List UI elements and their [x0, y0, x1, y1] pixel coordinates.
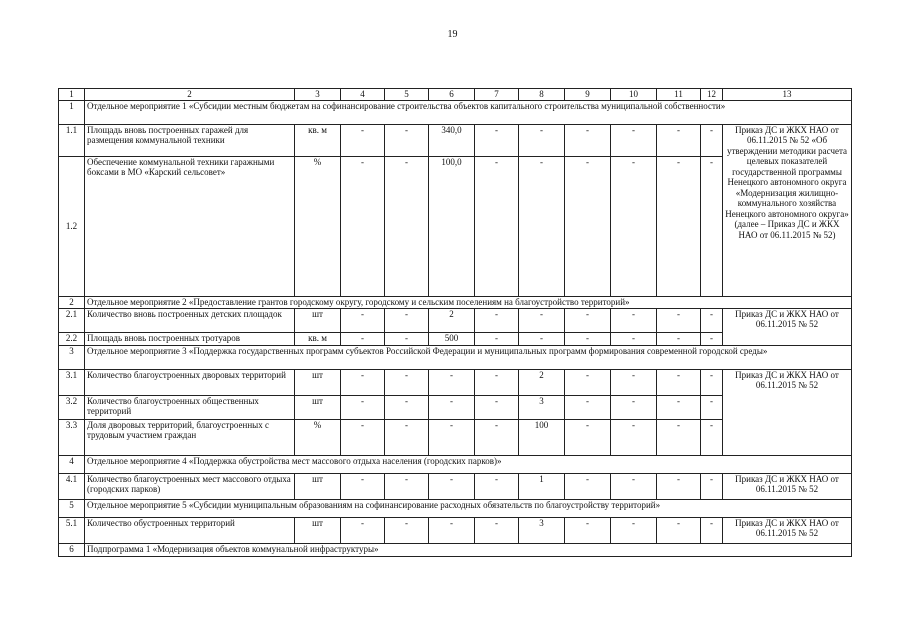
- header-cell: 12: [701, 89, 723, 101]
- value-cell: -: [519, 124, 565, 156]
- value-cell: -: [519, 308, 565, 332]
- value-cell: -: [565, 369, 611, 395]
- row-number: 1.2: [59, 156, 85, 296]
- value-cell: -: [385, 395, 429, 419]
- row-number: 2.2: [59, 332, 85, 345]
- value-cell: -: [475, 473, 519, 499]
- value-cell: -: [701, 308, 723, 332]
- value-cell: -: [475, 517, 519, 543]
- value-cell: -: [611, 419, 657, 455]
- row-number: 2: [59, 296, 85, 308]
- header-cell: 5: [385, 89, 429, 101]
- value-cell: -: [429, 369, 475, 395]
- row-number: 4: [59, 455, 85, 473]
- value-cell: -: [385, 124, 429, 156]
- value-cell: 2: [519, 369, 565, 395]
- value-cell: 500: [429, 332, 475, 345]
- value-cell: -: [657, 395, 701, 419]
- value-cell: -: [475, 369, 519, 395]
- row-number: 5: [59, 499, 85, 517]
- section-title: Отдельное мероприятие 1 «Субсидии местным бюджетам на софинансирование строительства объектов капитального строительства муниципальной собственности»: [85, 100, 852, 124]
- value-cell: -: [385, 473, 429, 499]
- header-cell: 11: [657, 89, 701, 101]
- value-cell: -: [385, 332, 429, 345]
- table-row: [59, 369, 852, 395]
- section-row: [59, 543, 852, 556]
- header-cell: 4: [341, 89, 385, 101]
- value-cell: -: [565, 156, 611, 296]
- value-cell: -: [341, 419, 385, 455]
- value-cell: -: [701, 419, 723, 455]
- unit-cell: кв. м: [295, 332, 341, 345]
- row-number: 3.2: [59, 395, 85, 419]
- page-number: 19: [447, 29, 458, 40]
- value-cell: -: [701, 332, 723, 345]
- unit-cell: шт: [295, 473, 341, 499]
- indicator-name: Количество вновь построенных детских площадок: [85, 308, 295, 332]
- value-cell: -: [657, 124, 701, 156]
- row-number: 2.1: [59, 308, 85, 332]
- indicator-name: Обеспечение коммунальной техники гаражными боксами в МО «Карский сельсовет»: [85, 156, 295, 296]
- unit-cell: %: [295, 156, 341, 296]
- value-cell: -: [565, 473, 611, 499]
- row-number: 3.3: [59, 419, 85, 455]
- value-cell: -: [565, 517, 611, 543]
- section-title: Отдельное мероприятие 5 «Субсидии муниципальным образованиям на софинансирование расходных обязательств по благоустройству территорий»: [85, 499, 852, 517]
- header-cell: 13: [723, 89, 852, 101]
- section-title: Подпрограмма 1 «Модернизация объектов коммунальной инфраструктуры»: [85, 543, 852, 556]
- value-cell: -: [341, 517, 385, 543]
- indicator-name: Количество обустроенных территорий: [85, 517, 295, 543]
- section-title: Отдельное мероприятие 2 «Предоставление грантов городскому округу, городскому и сельским поселениям на благоустройство территорий»: [85, 296, 852, 308]
- section-title: Отдельное мероприятие 4 «Поддержка обустройства мест массового отдыха населения (городских парков)»: [85, 455, 852, 473]
- value-cell: -: [701, 395, 723, 419]
- value-cell: -: [565, 308, 611, 332]
- value-cell: -: [385, 156, 429, 296]
- row-number: 6: [59, 543, 85, 556]
- value-cell: -: [657, 332, 701, 345]
- value-cell: -: [385, 308, 429, 332]
- value-cell: -: [657, 308, 701, 332]
- value-cell: -: [341, 308, 385, 332]
- value-cell: -: [385, 369, 429, 395]
- reference-cell: Приказ ДС и ЖКХ НАО от 06.11.2015 № 52: [723, 369, 852, 455]
- unit-cell: шт: [295, 517, 341, 543]
- header-cell: 2: [85, 89, 295, 101]
- value-cell: -: [657, 419, 701, 455]
- value-cell: -: [565, 332, 611, 345]
- value-cell: -: [429, 473, 475, 499]
- value-cell: 100,0: [429, 156, 475, 296]
- value-cell: -: [475, 156, 519, 296]
- value-cell: -: [341, 395, 385, 419]
- table-row: [59, 517, 852, 543]
- value-cell: -: [429, 419, 475, 455]
- unit-cell: шт: [295, 308, 341, 332]
- indicators-table: [58, 88, 852, 557]
- unit-cell: шт: [295, 369, 341, 395]
- reference-cell: Приказ ДС и ЖКХ НАО от 06.11.2015 № 52 «Об утверждении методики расчета целевых показателей государственной программы Ненецкого автономного округа «Модернизация жилищно-коммунального хозяйства Ненецкого автономного округа» (далее – Приказ ДС и ЖКХ НАО от 06.11.2015 № 52): [723, 124, 852, 296]
- value-cell: -: [657, 517, 701, 543]
- unit-cell: шт: [295, 395, 341, 419]
- value-cell: -: [341, 473, 385, 499]
- header-cell: 3: [295, 89, 341, 101]
- value-cell: 1: [519, 473, 565, 499]
- header-cell: 7: [475, 89, 519, 101]
- indicator-name: Площадь вновь построенных гаражей для размещения коммунальной техники: [85, 124, 295, 156]
- section-row: [59, 499, 852, 517]
- value-cell: -: [565, 419, 611, 455]
- value-cell: -: [701, 517, 723, 543]
- table-row: [59, 308, 852, 332]
- value-cell: -: [475, 395, 519, 419]
- section-row: [59, 455, 852, 473]
- header-cell: 9: [565, 89, 611, 101]
- value-cell: 340,0: [429, 124, 475, 156]
- value-cell: -: [657, 156, 701, 296]
- section-row: [59, 345, 852, 369]
- value-cell: -: [385, 517, 429, 543]
- section-title: Отдельное мероприятие 3 «Поддержка государственных программ субъектов Российской Федерации и муниципальных программ формирования современной городской среды»: [85, 345, 852, 369]
- reference-cell: Приказ ДС и ЖКХ НАО от 06.11.2015 № 52: [723, 517, 852, 543]
- header-cell: 8: [519, 89, 565, 101]
- row-number: 1: [59, 100, 85, 124]
- header-cell: 10: [611, 89, 657, 101]
- value-cell: -: [565, 395, 611, 419]
- unit-cell: кв. м: [295, 124, 341, 156]
- indicator-name: Количество благоустроенных мест массового отдыха (городских парков): [85, 473, 295, 499]
- value-cell: -: [701, 369, 723, 395]
- row-number: 3.1: [59, 369, 85, 395]
- value-cell: -: [341, 332, 385, 345]
- value-cell: 3: [519, 395, 565, 419]
- value-cell: -: [475, 124, 519, 156]
- value-cell: -: [611, 156, 657, 296]
- value-cell: 3: [519, 517, 565, 543]
- row-number: 4.1: [59, 473, 85, 499]
- value-cell: -: [341, 369, 385, 395]
- value-cell: 2: [429, 308, 475, 332]
- value-cell: 100: [519, 419, 565, 455]
- indicator-name: Доля дворовых территорий, благоустроенных с трудовым участием граждан: [85, 419, 295, 455]
- value-cell: -: [611, 395, 657, 419]
- header-cell: 6: [429, 89, 475, 101]
- value-cell: -: [701, 124, 723, 156]
- table-row: [59, 473, 852, 499]
- row-number: 3: [59, 345, 85, 369]
- section-row: [59, 100, 852, 124]
- value-cell: -: [657, 369, 701, 395]
- value-cell: -: [475, 419, 519, 455]
- value-cell: -: [475, 332, 519, 345]
- value-cell: -: [429, 395, 475, 419]
- value-cell: -: [385, 419, 429, 455]
- reference-cell: Приказ ДС и ЖКХ НАО от 06.11.2015 № 52: [723, 308, 852, 345]
- reference-cell: Приказ ДС и ЖКХ НАО от 06.11.2015 № 52: [723, 473, 852, 499]
- value-cell: -: [519, 156, 565, 296]
- value-cell: -: [611, 124, 657, 156]
- value-cell: -: [701, 473, 723, 499]
- unit-cell: %: [295, 419, 341, 455]
- value-cell: -: [701, 156, 723, 296]
- indicator-name: Площадь вновь построенных тротуаров: [85, 332, 295, 345]
- table-row: [59, 124, 852, 156]
- header-cell: 1: [59, 89, 85, 101]
- indicator-name: Количество благоустроенных дворовых территорий: [85, 369, 295, 395]
- value-cell: -: [519, 332, 565, 345]
- value-cell: -: [611, 369, 657, 395]
- value-cell: -: [611, 473, 657, 499]
- value-cell: -: [611, 517, 657, 543]
- row-number: 1.1: [59, 124, 85, 156]
- value-cell: -: [429, 517, 475, 543]
- value-cell: -: [611, 332, 657, 345]
- value-cell: -: [341, 156, 385, 296]
- value-cell: -: [475, 308, 519, 332]
- section-row: [59, 296, 852, 308]
- header-row: [59, 89, 852, 101]
- value-cell: -: [657, 473, 701, 499]
- indicator-name: Количество благоустроенных общественных территорий: [85, 395, 295, 419]
- value-cell: -: [565, 124, 611, 156]
- row-number: 5.1: [59, 517, 85, 543]
- value-cell: -: [341, 124, 385, 156]
- value-cell: -: [611, 308, 657, 332]
